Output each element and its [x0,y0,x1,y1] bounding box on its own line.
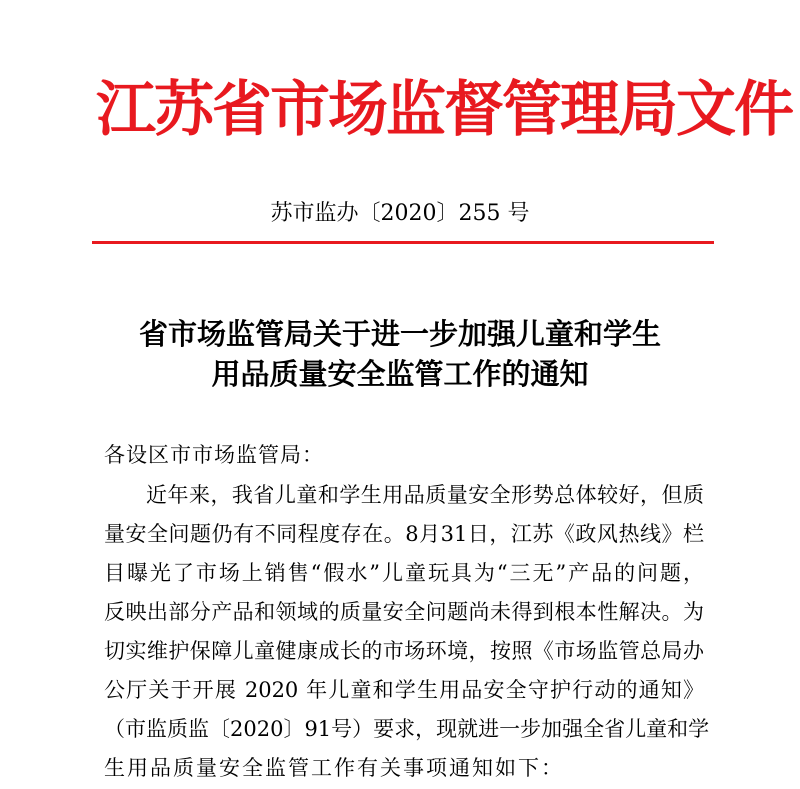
red-divider-line [92,241,714,244]
body-text-line-6: 公厅关于开展 2020 年儿童和学生用品安全守护行动的通知》 [104,678,704,702]
issuing-authority-header: 江苏省市场监督管理局文件 [96,75,792,145]
body-text-line-8: 生用品质量安全监管工作有关事项通知如下： [104,756,564,780]
document-number: 苏市监办〔2020〕255 号 [270,201,530,226]
body-text-line-2: 量安全问题仍有不同程度存在。8月31日，江苏《政风热线》栏 [104,522,704,546]
notice-title-line-1: 省市场监管局关于进一步加强儿童和学生 [138,317,661,351]
notice-title [0,314,800,394]
notice-title-line-2: 用品质量安全监管工作的通知 [211,357,589,391]
salutation: 各设区市市场监管局： [104,443,324,467]
body-text-line-7: （市监质监〔2020〕91号）要求，现就进一步加强全省儿童和学 [104,717,710,741]
body-text-line-1: 近年来，我省儿童和学生用品质量安全形势总体较好，但质 [146,483,704,507]
body-text-line-3: 目曝光了市场上销售“假水”儿童玩具为“三无”产品的问题， [104,561,704,585]
body-text-line-5: 切实维护保障儿童健康成长的市场环境，按照《市场监管总局办 [104,639,704,663]
body-text-line-4: 反映出部分产品和领域的质量安全问题尚未得到根本性解决。为 [104,600,704,624]
